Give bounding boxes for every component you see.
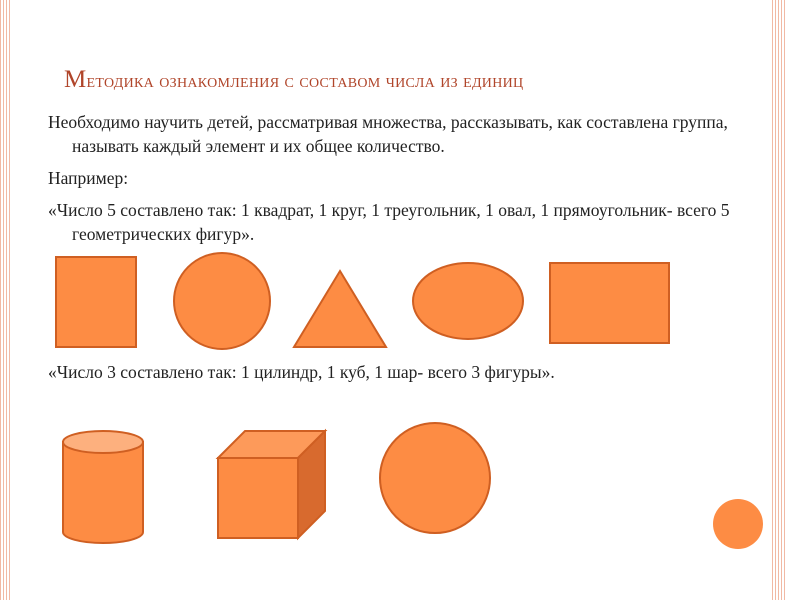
ball-shape <box>380 423 490 533</box>
triangle-shape <box>294 271 386 347</box>
paragraph-number-three: «Число 3 составлено так: 1 цилиндр, 1 куб, 1 шар- всего 3 фигуры». <box>48 362 555 382</box>
slide-title: Методика ознакомления с составом числа из единиц <box>64 66 524 93</box>
oval-shape <box>413 263 523 339</box>
paragraph-intro: Необходимо научить детей, рассматривая множества, рассказывать, как составлена группа, называть каждый элемент и их общее количество. <box>48 112 728 156</box>
paragraph-example-label: Например: <box>48 168 129 188</box>
decorative-corner-circle <box>713 499 763 549</box>
circle-shape <box>174 253 270 349</box>
square-shape <box>56 257 136 347</box>
cylinder-shape <box>63 431 143 543</box>
rectangle-shape <box>550 263 669 343</box>
paragraph-number-five: «Число 5 составлено так: 1 квадрат, 1 круг, 1 треугольник, 1 овал, 1 прямоугольник- всего 5 геометрических фигур». <box>48 200 730 244</box>
cube-shape <box>218 431 325 538</box>
